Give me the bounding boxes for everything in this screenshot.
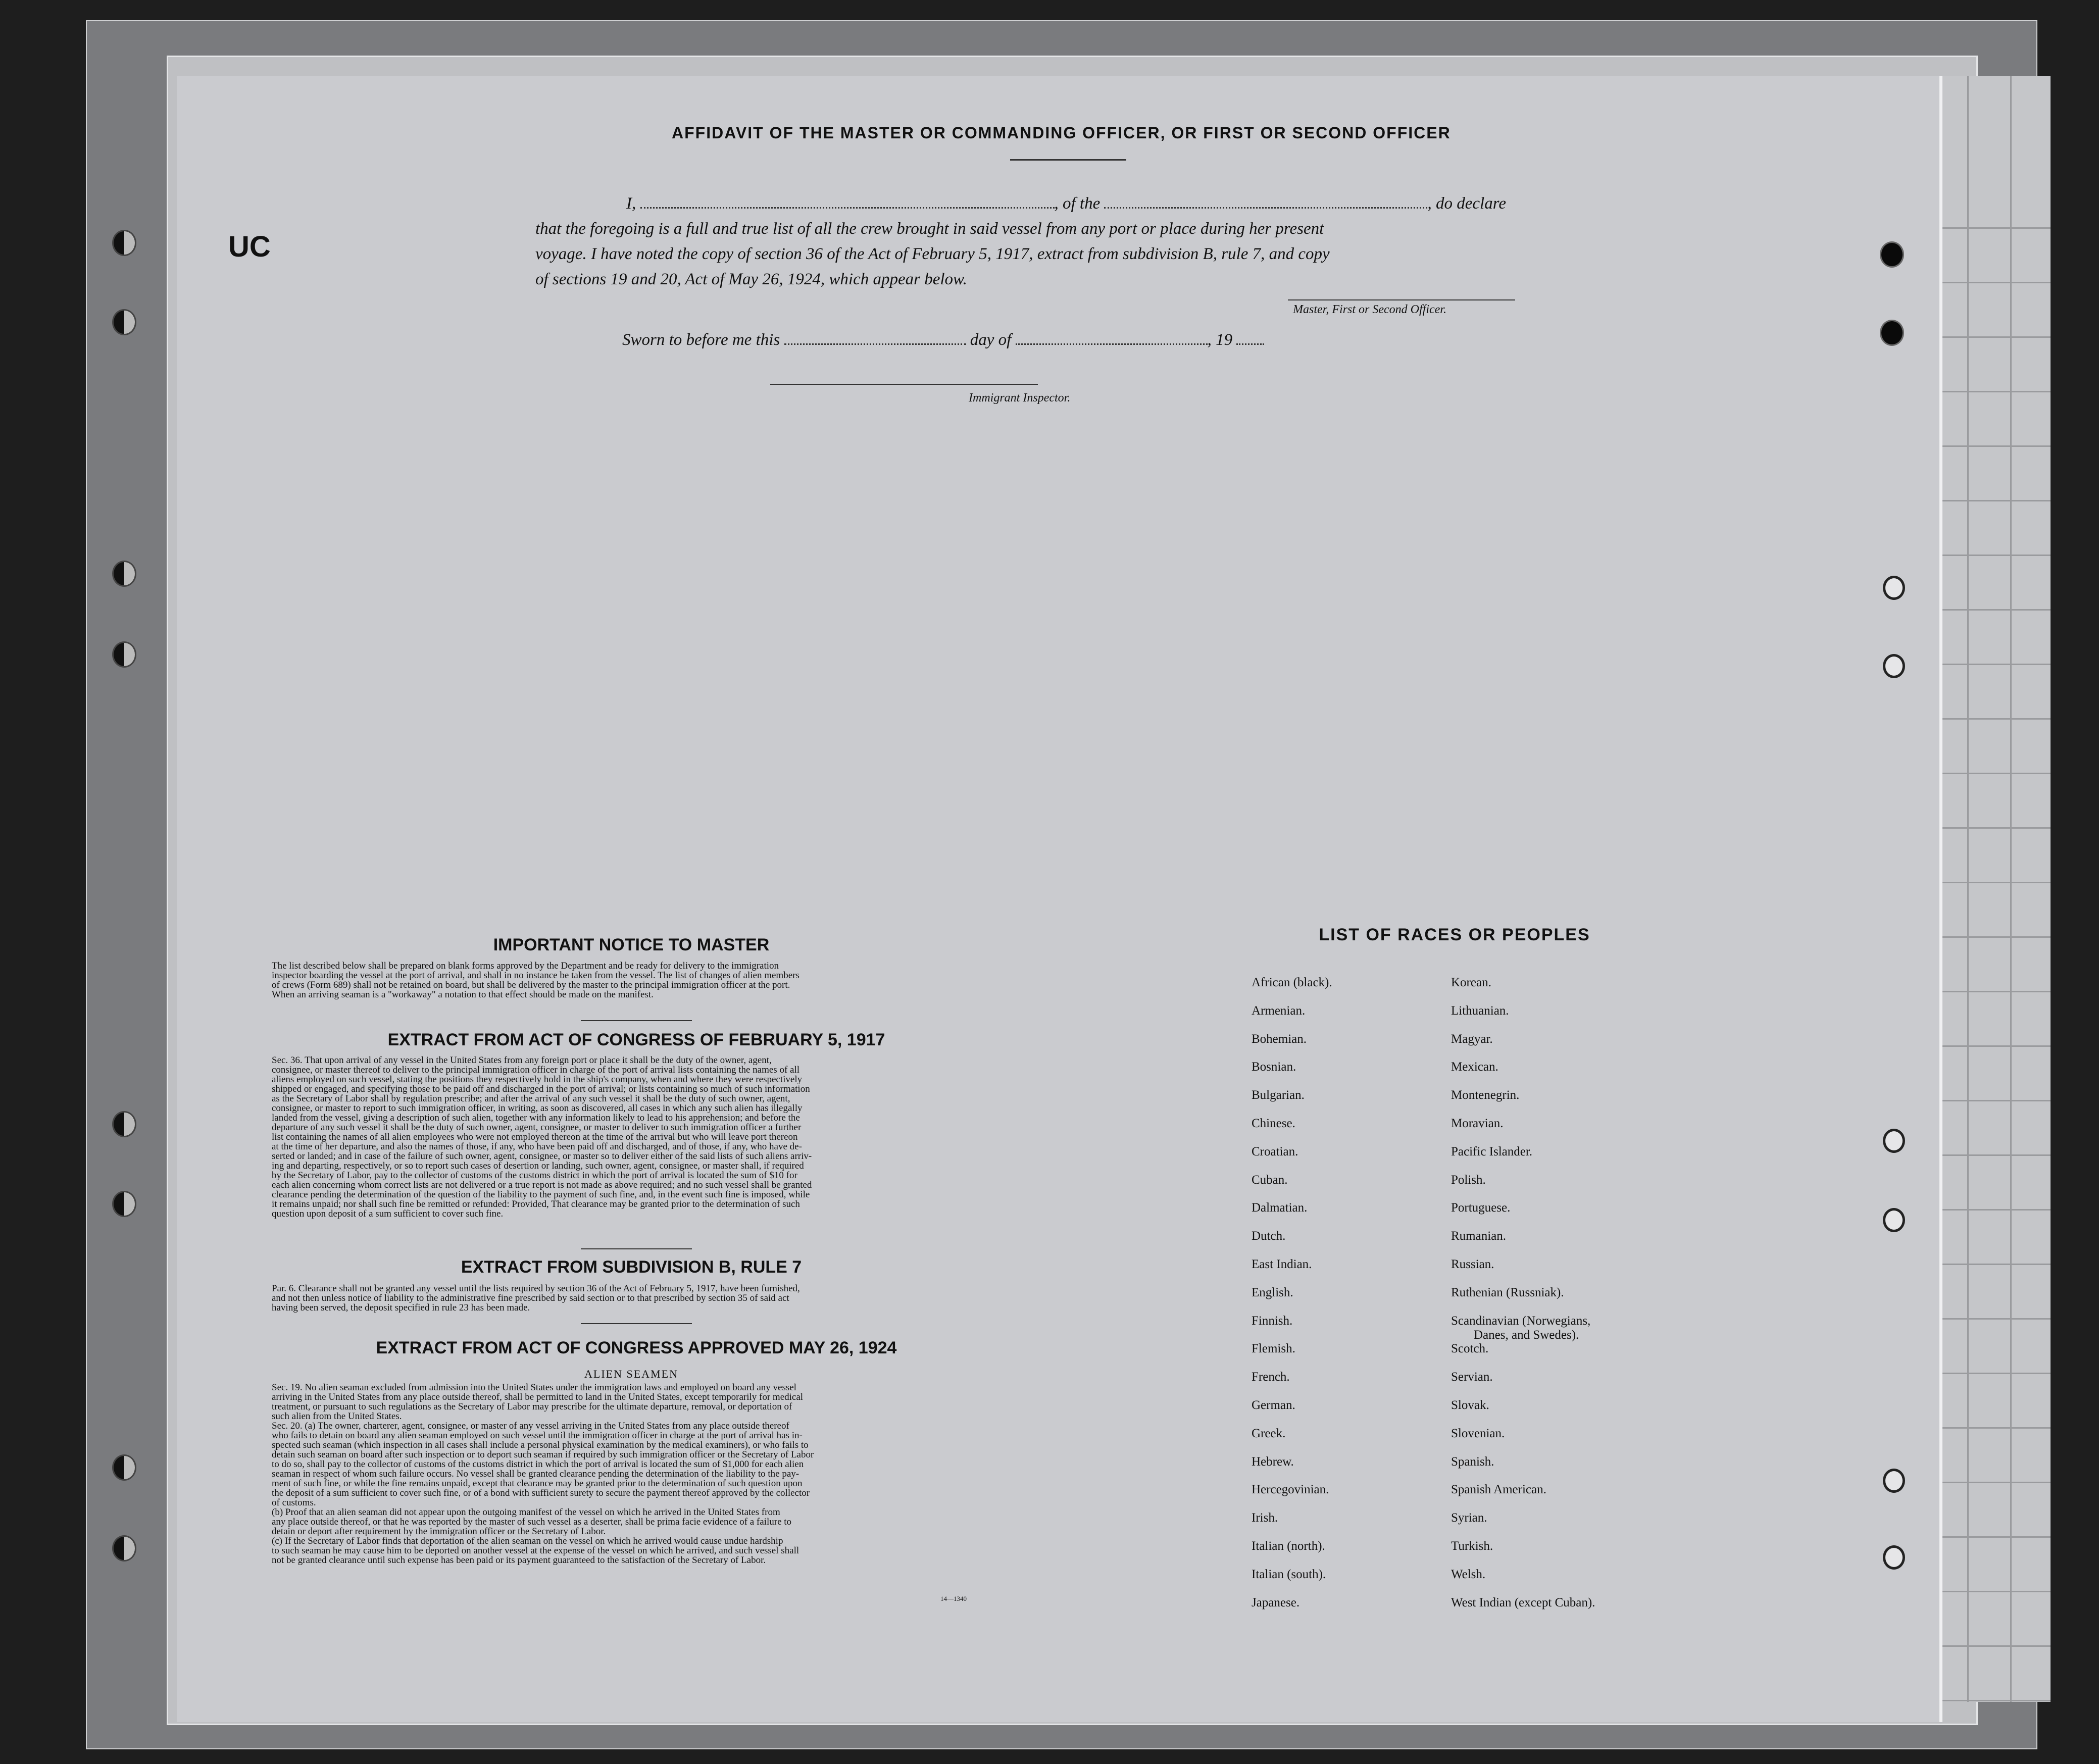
notice-line: The list described below shall be prepared on blank forms approved by the Department and be ready for delivery to the immigration	[272, 961, 779, 971]
sworn-line	[622, 327, 1380, 352]
affidavit-title: AFFIDAVIT OF THE MASTER OR COMMANDING OFFICER, OR FIRST OR SECOND OFFICER	[672, 124, 1451, 142]
binder-hole	[1883, 576, 1905, 600]
extract-rule7-text	[272, 1284, 1004, 1313]
binder-hole	[1883, 1129, 1905, 1153]
binder-hole	[112, 309, 136, 335]
declaration-line-4: of sections 19 and 20, Act of May 26, 1924, which appear below.	[535, 270, 967, 288]
name-blank[interactable]	[640, 195, 1055, 209]
race-item: Montenegrin.	[1451, 1088, 1520, 1102]
extract-rule7-line: Par. 6. Clearance shall not be granted any vessel until the lists required by section 36 of the Act of February 5, 1917, have been furnished,	[272, 1283, 800, 1294]
binder-hole	[1880, 320, 1904, 346]
extract-1917-line: list containing the names of all alien employees who were not employed thereon at the time of the arrival but who will leave port thereon	[272, 1132, 798, 1142]
extract-1917-line: question upon deposit of a sum sufficient to cover such fine.	[272, 1208, 504, 1219]
race-item: Servian.	[1451, 1370, 1493, 1384]
extract-1924-line: (c) If the Secretary of Labor finds that deportation of the alien seaman on the vessel on which he arrived would cause undue hardship	[272, 1536, 783, 1546]
binder-hole	[1883, 654, 1905, 678]
race-item: Welsh.	[1451, 1567, 1486, 1581]
races-title: LIST OF RACES OR PEOPLES	[1319, 925, 1590, 944]
declaration-of-the: , of the	[1054, 194, 1101, 213]
extract-1924-line: detain such seaman on board after such inspection or to deport such seaman if required by such immigration officer or the Secretary of Labor	[272, 1449, 814, 1460]
extract-rule7-line: having been served, the deposit specified in rule 23 has been made.	[272, 1302, 530, 1313]
extract-1924-line: not be granted clearance until such expense has been paid or its payment guaranteed to the satisfaction of the Secretary of Labor.	[272, 1555, 766, 1566]
race-item: Spanish American.	[1451, 1483, 1546, 1497]
extract-1917-line: at the time of her departure, and also the names of those, if any, who have been paid off and discharged, and of those, if any, who have de-	[272, 1141, 802, 1152]
vessel-blank[interactable]	[1104, 195, 1427, 209]
race-item: Slovak.	[1451, 1398, 1489, 1412]
ledger-column-rule	[1967, 76, 1969, 1702]
binder-hole	[112, 1454, 136, 1481]
master-caption: Master, First or Second Officer.	[1293, 303, 1446, 316]
day-of-text: day of	[970, 331, 1012, 349]
race-item: Danes, and Swedes).	[1474, 1328, 1579, 1342]
extract-1924-line: treatment, or pursuant to such regulations as the Secretary of Labor may prescribe for the ultimate departure, removal, or deportation of	[272, 1401, 792, 1412]
extract-rule7-line: and not then unless notice of liability to the administrative fine prescribed by said section or to that prescribed by section 35 of said act	[272, 1293, 789, 1303]
extract-1924-line: to such seaman he may cause him to be deported on another vessel at the expense of the vessel on which he arrived, and such vessel shall	[272, 1545, 799, 1556]
race-item: Korean.	[1451, 976, 1491, 989]
race-item: Chinese.	[1252, 1117, 1295, 1130]
race-item: Rumanian.	[1451, 1229, 1507, 1243]
binder-hole	[1883, 1208, 1905, 1232]
extract-1924-line: who fails to detain on board any alien seaman employed on such vessel until the immigration officer in charge at the port of arrival has in-	[272, 1430, 803, 1441]
race-item: Scandinavian (Norwegians,	[1451, 1314, 1591, 1328]
race-item: Finnish.	[1252, 1314, 1293, 1328]
notice-text	[272, 961, 1004, 999]
race-item: English.	[1252, 1285, 1293, 1299]
extract-rule7-heading: EXTRACT FROM SUBDIVISION B, RULE 7	[461, 1257, 802, 1277]
section-rule	[581, 1020, 692, 1021]
race-item: Bulgarian.	[1252, 1088, 1305, 1102]
sworn-day-blank[interactable]	[784, 331, 966, 345]
extract-1917-heading: EXTRACT FROM ACT OF CONGRESS OF FEBRUARY 5, 1917	[387, 1030, 885, 1049]
sworn-before-text: Sworn to before me this	[622, 331, 780, 349]
race-item: Greek.	[1252, 1426, 1286, 1440]
race-item: Irish.	[1252, 1511, 1278, 1525]
extract-1924-text	[272, 1383, 1004, 1565]
sworn-year-blank[interactable]	[1236, 331, 1264, 345]
race-item: Russian.	[1451, 1257, 1494, 1271]
race-item: African (black).	[1252, 976, 1332, 989]
race-item: Bohemian.	[1252, 1032, 1307, 1046]
race-item: Hercegovinian.	[1252, 1483, 1329, 1497]
binder-hole	[1880, 241, 1904, 268]
extract-1924-line: any place outside thereof, or that he was reported by the master of such vessel as a deserter, shall be prima facie evidence of a failure to	[272, 1517, 792, 1527]
race-item: Italian (south).	[1252, 1567, 1326, 1581]
notice-heading: IMPORTANT NOTICE TO MASTER	[493, 935, 770, 954]
binder-hole	[112, 641, 136, 668]
extract-1917-line: shipped or engaged, and specifying those to be paid off and discharged in the port of arrival; or lists containing so much of such information	[272, 1084, 810, 1094]
declaration-line-1	[535, 191, 1545, 216]
race-item: Dalmatian.	[1252, 1201, 1308, 1215]
race-item: Flemish.	[1252, 1342, 1295, 1356]
extract-1917-line: by the Secretary of Labor, pay to the collector of customs of the customs district in which the port of arrival is located the sum of $10 for	[272, 1170, 797, 1181]
race-item: Japanese.	[1252, 1595, 1300, 1609]
race-item: Turkish.	[1451, 1539, 1493, 1553]
race-item: Syrian.	[1451, 1511, 1487, 1525]
race-item: Ruthenian (Russniak).	[1451, 1285, 1564, 1299]
extract-1924-line: Sec. 20. (a) The owner, charterer, agent, consignee, or master of any vessel arriving in the United States from any place outside thereof	[272, 1421, 789, 1431]
race-item: Portuguese.	[1451, 1201, 1511, 1215]
section-rule	[581, 1323, 692, 1324]
notice-line: inspector boarding the vessel at the port of arrival, and shall in no instance be taken from the vessel. The list of changes of alien members	[272, 970, 799, 981]
extract-1917-line: Sec. 36. That upon arrival of any vessel in the United States from any foreign port or place it shall be the duty of the owner, agent,	[272, 1055, 772, 1066]
extract-1924-line: seaman in respect of whom such failure occurs. No vessel shall be granted clearance pending the determination of the liability to the pay-	[272, 1469, 799, 1479]
race-item: Lithuanian.	[1451, 1003, 1509, 1018]
extract-1917-line: consignee, or master to report to such immigration officer, in writing, as soon as discovered, all cases in which any such alien has illegally	[272, 1103, 803, 1114]
extract-1917-line: departure of any such vessel it shall be the duty of such owner, agent, consignee, or master to deliver to such immigration officer a further	[272, 1122, 802, 1133]
race-item: East Indian.	[1252, 1257, 1312, 1271]
notice-line: of crews (Form 689) shall not be retained on board, but shall be delivered by the master to the principal immigration officer at the port.	[272, 980, 790, 990]
extract-1917-line: clearance pending the determination of the question of the liability to the payment of such fine, and, in the event such fine is imposed, while	[272, 1189, 810, 1200]
race-item: Magyar.	[1451, 1032, 1493, 1046]
race-item: Polish.	[1451, 1173, 1486, 1187]
binder-hole	[1883, 1545, 1905, 1570]
extract-1924-line: such alien from the United States.	[272, 1411, 402, 1422]
binder-hole	[112, 1111, 136, 1137]
extract-1917-line: ing and departing, respectively, or so to report such cases of desertion or landing, such owner, agent, consignee, or master shall, if required	[272, 1161, 804, 1171]
race-item: Croatian.	[1252, 1144, 1298, 1158]
extract-1917-text	[272, 1055, 1004, 1219]
master-signature-line[interactable]	[1288, 299, 1515, 300]
extract-1924-line: detain or deport after requirement by the immigration officer or the Secretary of Labor.	[272, 1526, 606, 1537]
inspector-signature-line[interactable]	[770, 384, 1038, 385]
race-item: Cuban.	[1252, 1173, 1288, 1187]
race-item: Scotch.	[1451, 1342, 1489, 1356]
extract-1917-line: consignee, or master thereof to deliver to the principal immigration officer in charge of the port of arrival lists containing the names of all	[272, 1065, 800, 1075]
race-item: Slovenian.	[1451, 1426, 1505, 1440]
race-item: West Indian (except Cuban).	[1451, 1595, 1595, 1609]
race-item: Armenian.	[1252, 1003, 1306, 1018]
race-item: Hebrew.	[1252, 1454, 1294, 1469]
extract-1924-line: the deposit of a sum sufficient to cover such fine, or of a bond with sufficient surety to secure the payment thereof approved by the collector	[272, 1488, 810, 1498]
binder-hole	[112, 561, 136, 587]
extract-1917-line: as the Secretary of Labor shall by regulation prescribe; and after the arrival of any such vessel it shall be the duty of such owner, agent,	[272, 1093, 790, 1104]
extract-1924-line: to do so, shall pay to the collector of customs of the customs district in which the port of arrival is located the sum of $1,000 for each alien	[272, 1459, 804, 1470]
extract-1917-line: it remains unpaid; nor shall such fine be remitted or refunded: Provided, That clearance may be granted prior to the determination of such	[272, 1199, 800, 1209]
affidavit-declaration	[535, 191, 1545, 292]
notice-line: When an arriving seaman is a "workaway" a notation to that effect should be made on the manifest.	[272, 989, 654, 1000]
race-item: Moravian.	[1451, 1117, 1504, 1130]
margin-mark: UC	[228, 230, 271, 263]
extract-1924-line: of customs.	[272, 1497, 316, 1508]
extract-1924-line: ment of such fine, or while the fine remains unpaid, except that clearance may be granted prior to the determination of such question upon	[272, 1478, 803, 1489]
form-number: 14—1340	[940, 1595, 967, 1602]
race-item: German.	[1252, 1398, 1295, 1412]
race-item: Dutch.	[1252, 1229, 1286, 1243]
race-item: Bosnian.	[1252, 1060, 1296, 1074]
alien-seamen-subheading: ALIEN SEAMEN	[584, 1368, 678, 1380]
extract-1917-line: serted or landed; and in case of the failure of such owner, agent, consignee, or master so to deliver either of the said lists of such aliens arriv-	[272, 1151, 812, 1162]
declaration-do-declare: , do declare	[1427, 194, 1506, 213]
extract-1924-line: Sec. 19. No alien seaman excluded from admission into the United States under the immigration laws and employed on board any vessel	[272, 1382, 796, 1393]
year-prefix-text: , 19	[1207, 331, 1233, 349]
title-rule	[1010, 159, 1126, 161]
extract-1917-line: landed from the vessel, giving a description of such alien, together with any information likely to lead to his apprehension; and before the	[272, 1113, 800, 1123]
race-item: Spanish.	[1451, 1454, 1494, 1469]
binder-hole	[112, 1191, 136, 1217]
binder-hole	[112, 230, 136, 256]
extract-1924-line: spected such seaman (which inspection in all cases shall include a personal physical examination by the medical examiners), or who fails to	[272, 1440, 809, 1450]
ledger-column-rule	[2010, 76, 2012, 1702]
section-rule	[581, 1248, 692, 1249]
extract-1924-line: arriving in the United States from any place outside thereof, shall be permitted to land in the United States, except temporarily for medical	[272, 1392, 804, 1402]
declaration-line-3: voyage. I have noted the copy of section 36 of the Act of February 5, 1917, extract from subdivision B, rule 7, and copy	[535, 245, 1330, 263]
extract-1917-line: aliens employed on such vessel, stating the positions they respectively hold in the ship's company, when and where they were respectively	[272, 1074, 803, 1085]
inspector-caption: Immigrant Inspector.	[969, 391, 1071, 405]
race-item: French.	[1252, 1370, 1290, 1384]
binder-hole	[112, 1535, 136, 1561]
extract-1917-line: each alien concerning whom correct lists are not delivered or a true report is not made as above required; and no such vessel shall be granted	[272, 1180, 812, 1190]
sworn-month-blank[interactable]	[1016, 331, 1208, 345]
race-item: Pacific Islander.	[1451, 1144, 1533, 1158]
declaration-line-2: that the foregoing is a full and true list of all the crew brought in said vessel from any port or place during her present	[535, 220, 1324, 238]
declaration-i: I,	[626, 194, 636, 213]
race-item: Mexican.	[1451, 1060, 1498, 1074]
extract-1924-line: (b) Proof that an alien seaman did not appear upon the outgoing manifest of the vessel on which he arrived in the United States from	[272, 1507, 780, 1518]
extract-1924-heading: EXTRACT FROM ACT OF CONGRESS APPROVED MAY 26, 1924	[376, 1338, 897, 1357]
race-item: Italian (north).	[1252, 1539, 1325, 1553]
binder-hole	[1883, 1469, 1905, 1493]
